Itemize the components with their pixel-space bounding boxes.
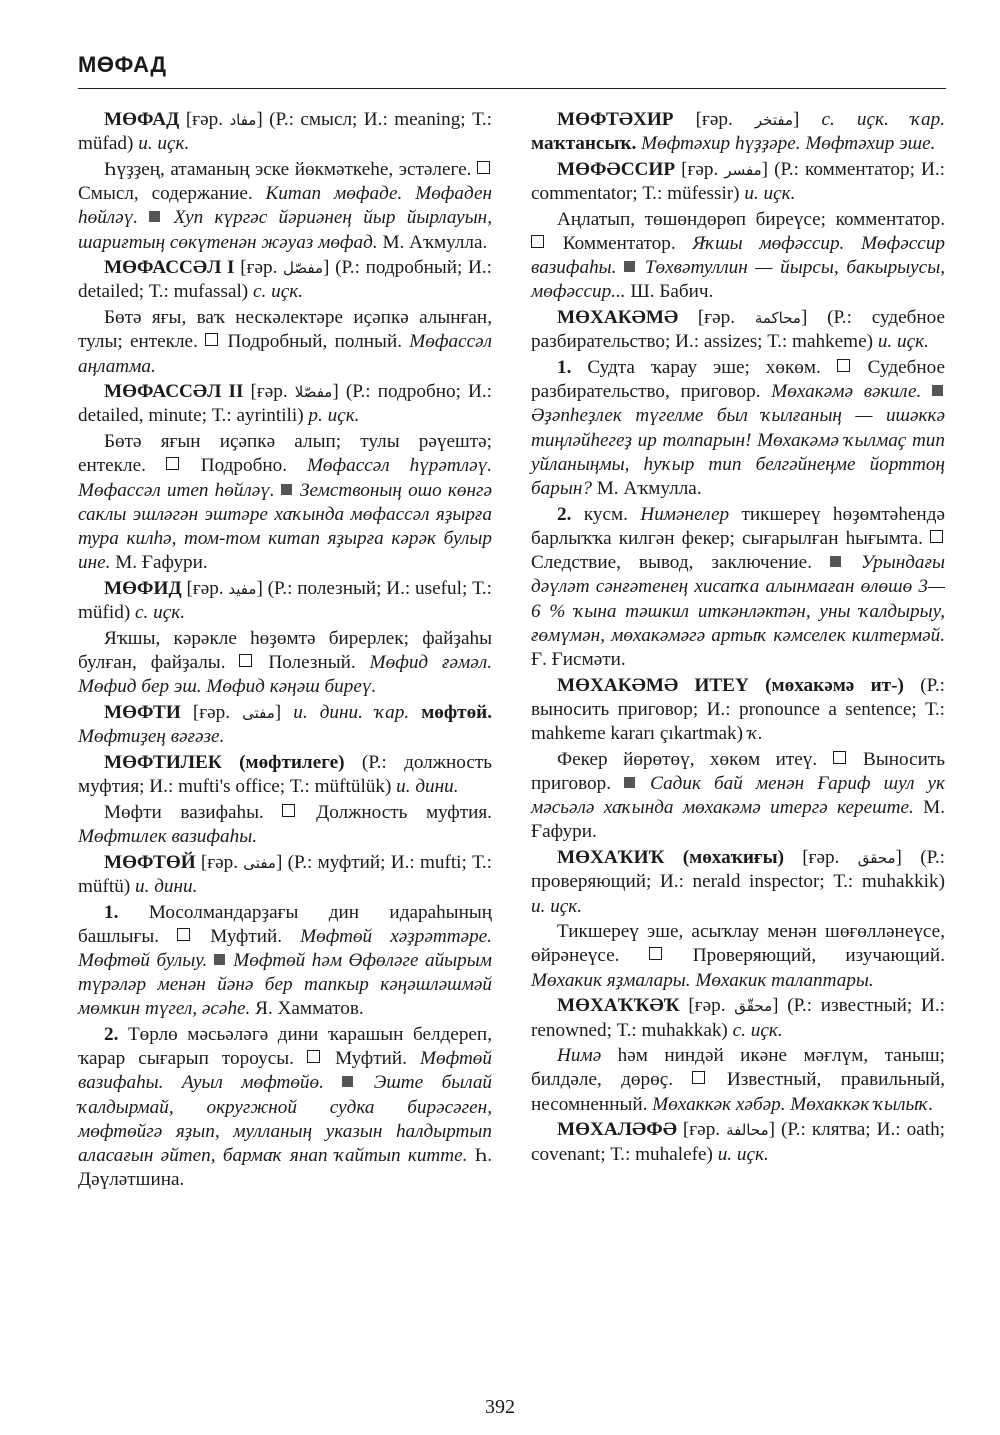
literary-quote: Урындағы дәүләт сәнғәтенең хисапҡа алынмаған өлөшө 3—6 % ҡына тәшкил иткәнләктән, уны ҡалдырыу, ғөмүмән, мөхакәмәгә артыҡ кәмселек килтермәй. xyxy=(531,552,945,646)
example-phrases: Мөфтөй хәҙрәттәре. Мөфтөй булыу. xyxy=(78,925,492,971)
etymology-prefix: [ғәр. xyxy=(678,307,755,329)
translations: ] (Р.: муфтий; И.: mufti; Т.: müftü) xyxy=(78,851,492,897)
square-filled-icon xyxy=(342,1076,353,1087)
literary-quote: Төхвәтуллин — йырсы, бакырыусы, мөфәссир... xyxy=(531,257,945,303)
entry-mokhakama-iteu xyxy=(531,674,945,747)
example-phrases: Мөхакик яҙмалары. Мөхакик талаптары. xyxy=(531,969,874,991)
etymology-prefix: [ғәр. xyxy=(676,1119,727,1141)
translations: ] (Р.: подробно; И.: detailed, minute; Т.: ayrintili) xyxy=(78,381,492,427)
square-filled-icon xyxy=(214,954,225,965)
square-outline-icon xyxy=(477,161,490,174)
etymology-prefix: [ғәр. xyxy=(675,158,725,180)
headword: МӨФӘССИР xyxy=(557,158,676,180)
etymology-prefix: [ғәр. xyxy=(673,109,755,130)
arabic-word: محقّق xyxy=(734,997,773,1016)
headword: МӨФТӘХИР xyxy=(557,109,674,130)
arabic-word: مفتى xyxy=(242,703,275,722)
russian-equivalent: Должность муфтия. xyxy=(316,801,492,823)
etymology-prefix: [ғәр. xyxy=(181,577,229,599)
grammar-mark: с. иҫк. xyxy=(252,281,303,303)
entry-mofad xyxy=(78,108,492,156)
russian-equivalent: Муфтий. xyxy=(210,925,301,947)
etymology-prefix: [ғәр. xyxy=(679,995,735,1017)
square-outline-icon xyxy=(930,530,943,543)
etymology-prefix: [ғәр. xyxy=(195,851,244,873)
definition xyxy=(78,627,492,700)
entry-moftakhir xyxy=(531,108,945,156)
arabic-word: محالفة xyxy=(726,1121,769,1140)
translations: ] (Р.: смысл; И.: meaning; Т.: müfad) xyxy=(78,109,493,155)
etymology-prefix: [ғәр. xyxy=(243,381,295,403)
translations: ] (Р.: судебное разбирательство; И.: assizes; Т.: mahkeme) xyxy=(531,307,945,353)
quote-author: М. Ғафури. xyxy=(531,797,945,843)
definition-text: Яҡшы, кәрәкле һөҙөмтә бирерлек; файҙаһы булған, файҙалы. xyxy=(78,627,492,673)
sense-number: 2. xyxy=(557,503,584,525)
arabic-word: مفصّلا xyxy=(294,383,333,402)
headword: МӨФТИ xyxy=(104,701,181,723)
definition xyxy=(78,801,492,849)
italic-word: Нимә xyxy=(557,1045,618,1067)
headword: МӨФАССӘЛ I xyxy=(104,257,235,279)
arabic-word: مفسر xyxy=(724,160,762,179)
entry-moftilek xyxy=(78,751,492,799)
definition-text: Судта ҡарау эше; хөкөм. xyxy=(587,357,837,379)
etymology-prefix: [ғәр. xyxy=(185,109,230,130)
translations: ] xyxy=(274,701,294,723)
square-filled-icon xyxy=(149,211,160,222)
arabic-word: محاكمة xyxy=(754,309,801,328)
literary-quote: Хуп күргәс йәриәнең йыр йырлауын, шариғтың сөкүтенән жәуаз мөфад. xyxy=(78,207,493,253)
entry-mokhalafa xyxy=(531,1118,945,1166)
quote-author: М. Аҡмулла. xyxy=(377,231,488,253)
example-phrases: Мөхаккәк хәбәр. Мөхаккәк ҡылыҡ. xyxy=(652,1093,934,1115)
square-outline-icon xyxy=(833,751,846,764)
example-phrases: Яҡшы мөфәссир. Мөфәссир вазифаһы. xyxy=(531,233,946,279)
square-filled-icon xyxy=(624,261,635,272)
example-phrases: Мөфтәхир һүҙҙәре. Мөфтәхир эше. xyxy=(636,133,936,155)
square-filled-icon xyxy=(281,484,292,495)
definition-text: Төрлө мәсьәләгә дини ҡарашын белдереп, ҡарар сығарып тороусы. xyxy=(78,1024,492,1070)
translations: ] (Р.: известный; И.: renowned; Т.: muhakkak) xyxy=(531,995,945,1041)
definition-text: Фекер йөрөтөү, хөкөм итеү. xyxy=(557,748,833,770)
sense-number: 1. xyxy=(557,357,588,379)
definition xyxy=(531,208,945,305)
header-rule xyxy=(78,88,946,89)
left-column xyxy=(78,108,492,1194)
arabic-word: مفتى xyxy=(243,853,276,872)
example-phrases: Мөфассәл һүрәтләү. Мөфассәл итеп һөйләү. xyxy=(78,455,492,501)
entry-mofti xyxy=(78,701,492,749)
definition-text: Бөтә яғын иҫәпкә алып; тулы рәүештә; ентекле. xyxy=(78,431,492,477)
quote-author: М. Ғафури. xyxy=(110,552,208,574)
russian-equivalent: Муфтий. xyxy=(335,1048,420,1070)
sense-2 xyxy=(78,1023,492,1192)
grammar-mark: и. иҫк. xyxy=(744,183,796,205)
literary-quote: Эште былай ҡалдырмай, округжной судка бирәсәген, мөфтөйгә яҙып, мулланың указын һалдыртып аласағын әйтеп, бармаҡ янап ҡайтып китте. xyxy=(78,1072,493,1167)
italic-word: Нимәнелер xyxy=(640,503,742,525)
etymology-suffix: ] xyxy=(793,109,822,130)
definition xyxy=(531,1044,945,1117)
headword: МӨХАҠҠӘҠ xyxy=(557,995,680,1017)
russian-equivalent: Подробный, полный. xyxy=(227,331,410,353)
sense-number: 2. xyxy=(104,1024,128,1046)
headword: МӨФТИЛЕК (мөфтилеге) xyxy=(104,751,345,773)
translations: ] (Р.: полезный; И.: useful; Т.: müfid) xyxy=(78,577,493,624)
example-phrases: Китап мөфаде. Мөфаден һөйләү. xyxy=(78,183,492,229)
example-phrases: Мөфтилек вазифаһы. xyxy=(78,825,258,847)
page-number: 392 xyxy=(485,1396,515,1418)
square-outline-icon xyxy=(307,1050,320,1063)
entry-mofassir xyxy=(531,158,945,206)
cross-reference-link[interactable]: маҡтансыҡ. xyxy=(531,133,637,155)
headword: МӨХАКӘМӘ ИТЕҮ (мөхакәмә ит-) xyxy=(557,674,904,696)
headword: МӨХАКӘМӘ xyxy=(557,307,679,329)
etymology-prefix: [ғәр. xyxy=(180,701,243,723)
arabic-word: مفتخر xyxy=(754,111,793,129)
definition-text: Аңлатып, төшөндөрөп биреүсе; комментатор. xyxy=(557,208,945,230)
square-filled-icon xyxy=(624,777,635,788)
definition xyxy=(531,748,945,845)
sense-2 xyxy=(531,503,945,672)
square-outline-icon xyxy=(166,457,179,470)
example-phrases: Мөфтөй вазифаһы. Ауыл мөфтөйө. xyxy=(78,1048,492,1094)
headword: МӨХАҠИҠ (мөхаҡиғы) xyxy=(557,847,784,869)
definition-text: һәм ниндәй икәне мәғлүм, таныш; билдәле, дөрөҫ. xyxy=(531,1045,945,1091)
russian-equivalent: Подробно. xyxy=(200,455,307,477)
russian-equivalent: Комментатор. xyxy=(562,233,693,255)
definition xyxy=(531,920,945,993)
example-phrases: Мөфтиҙең вәғәзе. xyxy=(78,726,225,748)
grammar-mark: и. иҫк. xyxy=(531,895,583,917)
running-header: МӨФАД xyxy=(78,52,167,77)
literary-quote: Садик бай менән Ғариф шул ук мәсьәлә хаҡында мөхакәмә итергә кереште. xyxy=(531,772,945,819)
grammar-mark: и. иҫк. xyxy=(717,1143,769,1165)
quote-author: М. Аҡмулла. xyxy=(591,478,702,500)
grammar-mark: с. иҫк. xyxy=(732,1019,783,1041)
example-phrases: Мөфид ғәмәл. Мөфид бер эш. Мөфид кәңәш биреү. xyxy=(78,651,492,698)
sense-number: 1. xyxy=(104,901,149,923)
usage-mark: кусм. xyxy=(583,503,641,525)
headword: МӨФАССӘЛ II xyxy=(104,381,244,403)
square-outline-icon xyxy=(282,804,295,817)
entry-mokhakama xyxy=(531,306,945,354)
definition-text: Һүҙҙең, атаманың эске йөкмәткеһе, эстәлеге. xyxy=(104,158,477,180)
quote-author: Ғ. Ғисмәти. xyxy=(531,648,626,670)
grammar-mark: ҡ. xyxy=(747,723,763,745)
arabic-word: مفصّل xyxy=(283,259,324,278)
quote-author: Я. Хамматов. xyxy=(250,998,364,1020)
grammar-mark: и. иҫк. xyxy=(138,133,190,155)
headword: МӨФИД xyxy=(104,577,182,599)
example-phrases: Мөфассәл аңлатма. xyxy=(78,331,493,377)
definition xyxy=(78,430,492,575)
translations: (Р.: должность муфтия; И.: mufti's office; Т.: müftülük) xyxy=(78,751,492,797)
square-outline-icon xyxy=(205,333,218,346)
grammar-mark: с. иҫк. xyxy=(135,602,186,624)
russian-equivalent: Судебное разбирательство, приговор. xyxy=(531,357,946,403)
translations: (Р.: выносить приговор; И.: pronounce a sentence; Т.: mahkeme kararı çıkartmak) xyxy=(531,674,946,745)
entry-mofassal-2 xyxy=(78,380,492,428)
russian-equivalent: Следствие, вывод, заключение. xyxy=(531,552,830,574)
etymology-prefix: [ғәр. xyxy=(783,847,858,869)
russian-equivalent: Полезный. xyxy=(268,651,370,673)
entry-moftoy xyxy=(78,851,492,899)
sense-1 xyxy=(531,356,945,501)
definition-text: Бөтә яғы, ваҡ нескәлектәре иҫәпкә алынған, тулы; ентекле. xyxy=(78,307,492,353)
square-outline-icon xyxy=(649,947,662,960)
definition-text: Мосолмандарҙағы дин идараһының башлығы. xyxy=(78,901,492,947)
headword: МӨФАД xyxy=(104,109,180,130)
arabic-word: محقق xyxy=(857,849,896,868)
square-outline-icon xyxy=(531,235,544,248)
literary-quote: Әҙәпһеҙлек түгелме был ҡылғаның — ишәккә тиңләйһегеҙ ир толпарын! Мөхакәмә ҡылмаҫ тип уйланыңмы, һуҡыр тип белгәйнеңме йорттоң барын? xyxy=(531,405,945,500)
cross-reference-link[interactable]: мөфтөй. xyxy=(421,701,493,723)
russian-equivalent: Известный, правильный, несомненный. xyxy=(531,1069,946,1115)
right-column xyxy=(531,108,945,1168)
russian-equivalent: Выносить приговор. xyxy=(531,748,945,794)
grammar-mark: и. дини. ҡар. xyxy=(293,701,422,723)
grammar-mark: с. иҫк. ҡар. xyxy=(821,109,945,130)
square-outline-icon xyxy=(692,1071,705,1084)
entry-mofid xyxy=(78,577,492,625)
russian-equivalent: Проверяющий, изучающий. xyxy=(692,945,945,967)
grammar-mark: р. иҫк. xyxy=(308,405,360,427)
headword: МӨФТӨЙ xyxy=(104,851,196,873)
quote-author: Ш. Бабич. xyxy=(625,281,714,303)
quote-author: Һ. Дәүләтшина. xyxy=(78,1145,492,1191)
example-phrases: Мөхакәмә вәкиле. xyxy=(771,381,933,403)
grammar-mark: и. дини. xyxy=(396,775,459,797)
definition-text: Мөфти вазифаһы. xyxy=(104,801,283,823)
square-filled-icon xyxy=(932,385,943,396)
headword: МӨХАЛӘФӘ xyxy=(557,1119,677,1141)
grammar-mark: и. иҫк. xyxy=(877,331,929,353)
definition xyxy=(78,306,492,379)
translations: ] (Р.: проверяющий; И.: nerald inspector; Т.: muhakkik) xyxy=(531,847,946,893)
entry-mofassal-1 xyxy=(78,256,492,304)
entry-mokhakik xyxy=(531,846,945,919)
square-outline-icon xyxy=(239,654,252,667)
arabic-word: مفاد xyxy=(229,111,257,129)
definition xyxy=(78,158,492,255)
etymology-prefix: [ғәр. xyxy=(234,257,284,279)
literary-quote: Земствоның ошо көнгә саклы эшләгән эштәре хаҡында мөфассәл яҙырға тура килһә, том-том китап яҙырға кәрәк булыр ине. xyxy=(78,479,493,574)
literary-quote: Мөфтөй һәм Өфөләге айырым түрәләр менән йәнә бер тапкыр кәңәшләшмәй мөмкин түгел, әсәһе. xyxy=(78,949,492,1020)
translations: ] (Р.: комментатор; И.: commentator; Т.: müfessir) xyxy=(531,158,945,205)
translations: ] (Р.: клятва; И.: oath; covenant; Т.: muhalefe) xyxy=(531,1119,945,1165)
arabic-word: مفيد xyxy=(228,579,257,598)
definition-text: тикшереү һөҙөмтәһендә барлыҡҡа килгән фекер; сығарылған һығымта. xyxy=(531,503,945,549)
square-outline-icon xyxy=(837,359,850,372)
translations: ] (Р.: подробный; И.: detailed; Т.: mufassal) xyxy=(78,257,492,303)
square-outline-icon xyxy=(177,928,190,941)
russian-equivalent: Смысл, содержание. xyxy=(78,183,266,205)
grammar-mark: и. дини. xyxy=(135,875,198,897)
square-filled-icon xyxy=(830,556,841,567)
entry-mokhakkak xyxy=(531,994,945,1042)
sense-1 xyxy=(78,901,492,1022)
definition-text: Тикшереү эше, асыҡлау менән шөғөлләнеүсе, өйрәнеүсе. xyxy=(531,921,945,967)
